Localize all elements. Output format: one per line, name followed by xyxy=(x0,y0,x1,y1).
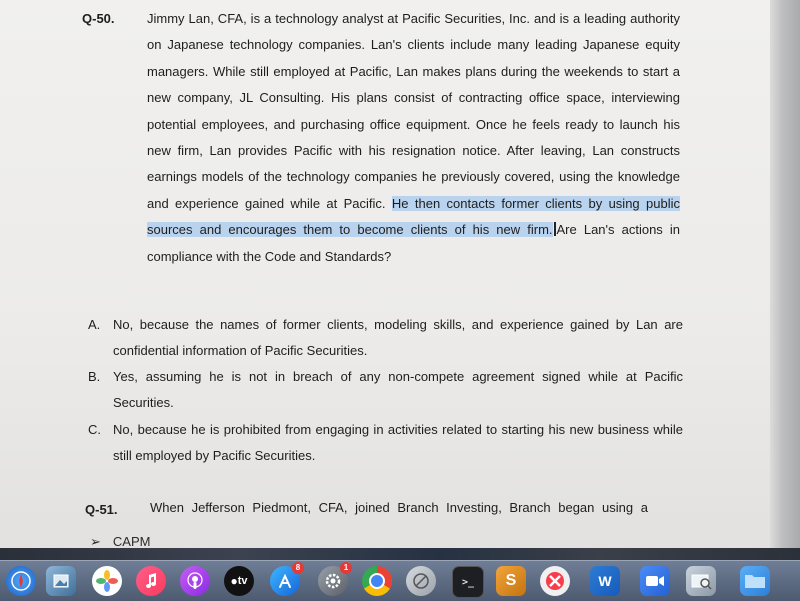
bullet-arrow-icon: ➢ xyxy=(90,534,101,548)
option-letter-c: C. xyxy=(88,422,101,437)
system-preferences-icon[interactable] xyxy=(318,563,349,596)
app-store-icon[interactable] xyxy=(270,563,301,596)
answer-option-c[interactable] xyxy=(88,417,683,469)
option-text-c: No, because he is prohibited from engaging in activities related to starting his new business while still employed by Pacific Securities. xyxy=(113,422,683,463)
highlighted-text-selection[interactable]: He then contacts former clients by using public sources and encourages them to become clients of his new firm. xyxy=(147,195,680,238)
safari-icon[interactable] xyxy=(6,566,36,596)
sublime-letter: S xyxy=(505,572,517,589)
answer-option-a[interactable] xyxy=(88,312,683,364)
music-icon[interactable] xyxy=(136,566,166,596)
microsoft-word-icon[interactable] xyxy=(590,566,620,596)
question-text-body[interactable]: Jimmy Lan, CFA, is a technology analyst at Pacific Securities, Inc. and is a leading authority on Japanese technology companies. Lan's clients include many leading Japanese equity managers. While still employed at Pacific, Lan makes plans during the weekends to start a new company, JL Consulting. His plans consist of contracting office space, interviewing potential employees, and purchasing office equipment. Once he feels ready to launch his new firm, Lan provides Pacific with his resignation notice. After leaving, Lan constructs earnings models of the technology companies he previously covered, using the knowledge and experience gained while at Pacific. xyxy=(147,11,680,211)
option-text-b: Yes, assuming he is not in breach of any non-compete agreement signed while at Pacific Securities. xyxy=(113,369,683,410)
question-prompt[interactable]: Are Lan's actions in compliance with the Code and Standards? xyxy=(147,222,681,264)
folder-icon[interactable] xyxy=(740,566,770,596)
app-store-badge: 8 xyxy=(292,562,304,574)
monitor-bezel xyxy=(770,0,800,548)
chrome-icon[interactable] xyxy=(362,566,392,596)
text-cursor-icon xyxy=(554,222,556,236)
apple-tv-icon[interactable]: ● tv xyxy=(224,566,254,596)
podcasts-icon[interactable] xyxy=(180,566,210,596)
sublime-icon[interactable] xyxy=(496,566,526,596)
terminal-icon[interactable]: >_ xyxy=(452,566,484,598)
question-number-q51: Q-51. xyxy=(85,502,118,517)
zoom-icon[interactable] xyxy=(640,566,670,596)
option-text-a: No, because the names of former clients, modeling skills, and experience gained by Lan are confidential information of Pacific Securities. xyxy=(113,317,683,358)
image-capture-icon[interactable] xyxy=(686,566,716,596)
preview-icon[interactable] xyxy=(46,566,76,596)
word-letter: W xyxy=(598,573,612,589)
question-number-q50: Q-50. xyxy=(82,11,115,26)
option-letter-a: A. xyxy=(88,317,101,332)
news-icon[interactable] xyxy=(540,566,570,596)
option-letter-b: B. xyxy=(88,369,101,384)
question-text-q50[interactable] xyxy=(147,6,680,270)
section-heading xyxy=(90,534,150,548)
section-heading-label: CAPM xyxy=(112,534,151,548)
question-text-q51[interactable]: When Jefferson Piedmont, CFA, joined Branch Investing, Branch began using a xyxy=(150,500,648,515)
apple-tv-label: tv xyxy=(237,575,248,587)
answer-option-b[interactable] xyxy=(88,364,683,416)
system-preferences-badge: 1 xyxy=(340,562,352,574)
photos-icon[interactable] xyxy=(92,566,122,596)
utility-icon[interactable] xyxy=(406,566,436,596)
